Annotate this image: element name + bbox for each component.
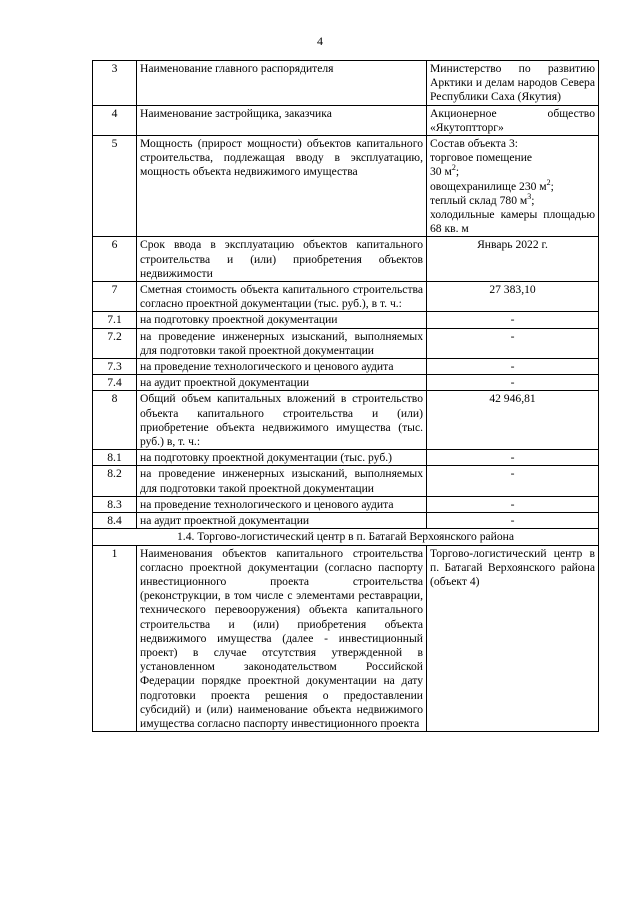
row-value: Акционерное общество «Якутоптторг»: [427, 105, 599, 135]
row-value: -: [427, 328, 599, 358]
table-row: [93, 513, 599, 529]
row-number: 3: [93, 61, 137, 106]
row-value: -: [427, 375, 599, 391]
capacity-line: овощехранилище 230 $м^2$;: [430, 177, 554, 193]
section-title: 1.4. Торгово-логистический центр в п. Батагай Верхоянского района: [93, 529, 599, 545]
row-label: на проведение технологического и ценового аудита: [137, 359, 427, 375]
row-value: Торгово-логистический центр в п. Батагай Верхоянского района (объект 4): [427, 545, 599, 732]
section-heading-row: [93, 529, 599, 545]
row-value-capacity: [427, 136, 599, 237]
row-value: 42 946,81: [427, 391, 599, 450]
row-number: 8.1: [93, 450, 137, 466]
table-row: [93, 237, 599, 282]
row-label: на проведение инженерных изысканий, выполняемых для подготовки такой проектной документации: [137, 466, 427, 496]
row-label: на подготовку проектной документации: [137, 312, 427, 328]
row-label: Общий объем капитальных вложений в строительство объекта капитального строительства и (или) приобретение объекта недвижимого имущества (тыс. руб.) в, т. ч.:: [137, 391, 427, 450]
row-number: 7: [93, 282, 137, 312]
row-value: Январь 2022 г.: [427, 237, 599, 282]
row-label: на проведение инженерных изысканий, выполняемых для подготовки такой проектной документации: [137, 328, 427, 358]
row-label: Наименование застройщика, заказчика: [137, 105, 427, 135]
table-row: [93, 328, 599, 358]
row-label: на проведение технологического и ценового аудита: [137, 496, 427, 512]
row-value: -: [427, 496, 599, 512]
row-value: -: [427, 513, 599, 529]
row-number: 7.3: [93, 359, 137, 375]
row-number: 1: [93, 545, 137, 732]
table-row: [93, 105, 599, 135]
row-value: 27 383,10: [427, 282, 599, 312]
object-parameters-table: [92, 60, 599, 732]
table-row: [93, 496, 599, 512]
table-row: [93, 136, 599, 237]
row-label: на аудит проектной документации: [137, 375, 427, 391]
row-number: 4: [93, 105, 137, 135]
table-row: [93, 545, 599, 732]
row-label: Наименование главного распорядителя: [137, 61, 427, 106]
table-row: [93, 450, 599, 466]
row-number: 8.2: [93, 466, 137, 496]
row-label: Срок ввода в эксплуатацию объектов капитального строительства и (или) приобретения объектов недвижимости: [137, 237, 427, 282]
capacity-line: Состав объекта 3:: [430, 137, 518, 151]
row-number: 7.1: [93, 312, 137, 328]
capacity-line: холодильные камеры площадью 68 кв. м: [430, 208, 595, 236]
row-label: на аудит проектной документации: [137, 513, 427, 529]
row-label: Сметная стоимость объекта капитального строительства согласно проектной документации (тыс. руб.), в т. ч.:: [137, 282, 427, 312]
row-value: Министерство по развитию Арктики и делам народов Севера Республики Саха (Якутия): [427, 61, 599, 106]
table-row: [93, 61, 599, 106]
row-label: на подготовку проектной документации (тыс. руб.): [137, 450, 427, 466]
row-value: -: [427, 312, 599, 328]
row-number: 6: [93, 237, 137, 282]
capacity-line: теплый склад 780 $м^3$;: [430, 191, 535, 207]
table-row: [93, 466, 599, 496]
row-value: -: [427, 466, 599, 496]
capacity-line: 30 $м^2$;: [430, 163, 460, 179]
table-row: [93, 312, 599, 328]
row-number: 7.4: [93, 375, 137, 391]
row-value: -: [427, 359, 599, 375]
row-number: 8.3: [93, 496, 137, 512]
table-row: [93, 359, 599, 375]
table-row: [93, 282, 599, 312]
table-row: [93, 391, 599, 450]
row-label: Наименования объектов капитального строительства согласно проектной документации (согласно паспорту инвестиционного проекта строительства (реконструкции, в том числе с элементами реставрации, технического перевооружения) объекта капитального строительства и (или) приобретения объекта недвижимого имущества (далее - инвестиционный проект) в случае отсутствия утвержденной в установленном законодательством Российской Федерации порядке проектной документации на дату подготовки проекта решения о предоставлении субсидий) и (или) наименование объекта недвижимого имущества согласно паспорту инвестиционного проекта: [137, 545, 427, 732]
page-number: 4: [317, 34, 323, 48]
table-row: [93, 375, 599, 391]
row-number: 8: [93, 391, 137, 450]
row-number: 5: [93, 136, 137, 237]
row-label: Мощность (прирост мощности) объектов капитального строительства, подлежащая вводу в эксплуатацию, мощность объекта недвижимого имущества: [137, 136, 427, 237]
row-value: -: [427, 450, 599, 466]
capacity-line: торговое помещение: [430, 151, 533, 165]
row-number: 8.4: [93, 513, 137, 529]
row-number: 7.2: [93, 328, 137, 358]
